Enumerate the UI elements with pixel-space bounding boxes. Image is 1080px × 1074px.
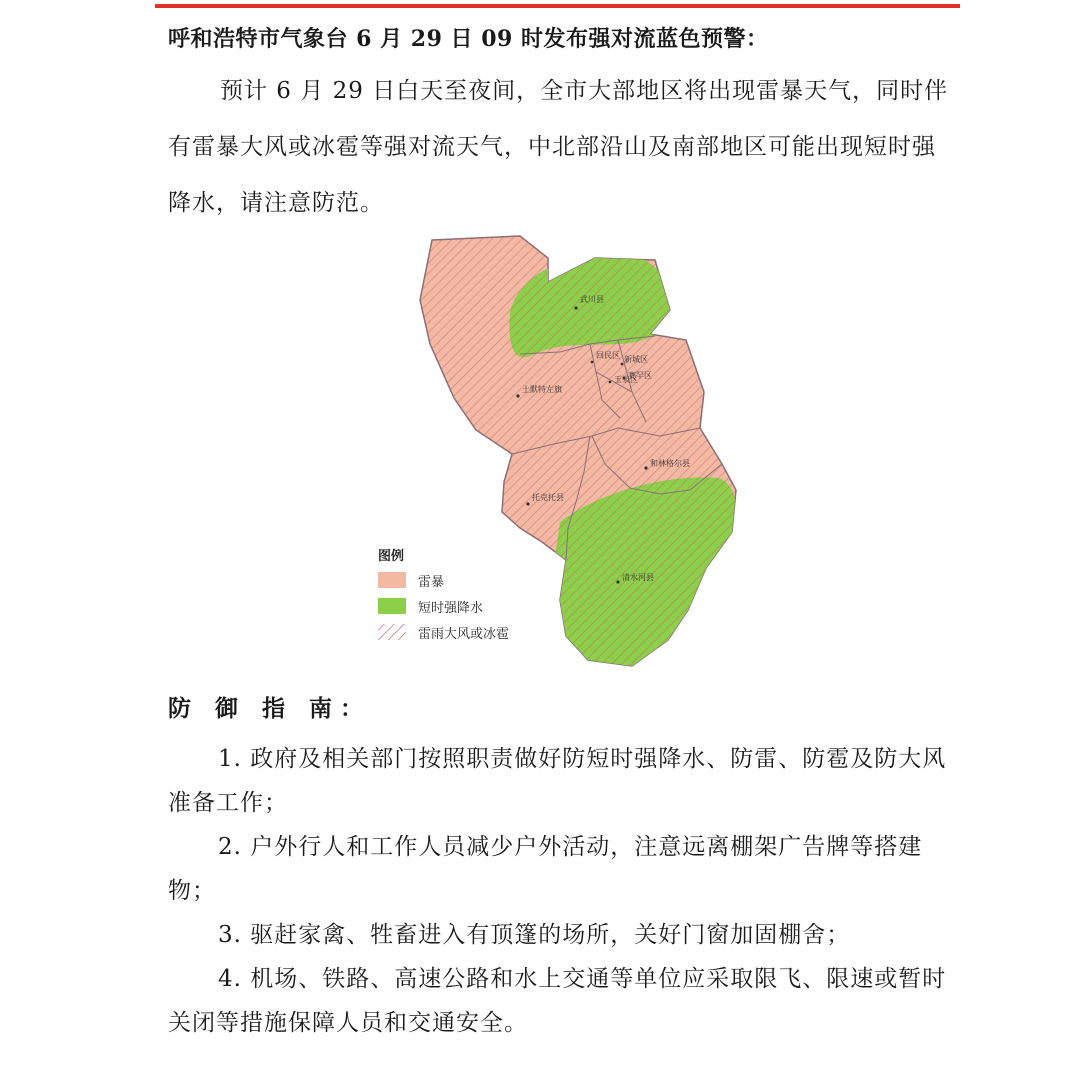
place-label: 土默特左旗: [522, 385, 562, 394]
place-label: 托克托县: [532, 493, 564, 502]
warning-heading: 呼和浩特市气象台 6 月 29 日 09 时发布强对流蓝色预警：: [168, 26, 769, 52]
forecast-paragraph: 预计 6 月 29 日白天至夜间，全市大部地区将出现雷暴天气，同时伴有雷暴大风或冰雹等强对流天气，中北部沿山及南部地区可能出现短时强降水，请注意防范。: [168, 78, 949, 216]
place-label: 新城区: [624, 355, 648, 364]
place-label: 清水河县: [622, 573, 654, 582]
warning-map: [370, 232, 750, 672]
legend-title: 图例: [378, 549, 405, 564]
defense-guide-title: 防 御 指 南：: [168, 695, 372, 722]
legend-swatch-hail: [378, 624, 406, 640]
place-label: 赛罕区: [628, 371, 652, 380]
guide-item: 1. 政府及相关部门按照职责做好防短时强降水、防雷、防雹及防大风准备工作；: [168, 746, 947, 816]
place-label: 回民区: [596, 351, 620, 360]
header-red-rule: [155, 4, 960, 8]
map-legend: [378, 548, 509, 642]
guide-item: 2. 户外行人和工作人员减少户外活动，注意远离棚架广告牌等搭建物；: [168, 834, 923, 904]
legend-label-rain: 短时强降水: [418, 601, 484, 616]
defense-guide-list: [168, 737, 958, 1045]
guide-item: 4. 机场、铁路、高速公路和水上交通等单位应采取限飞、限速或暂时关闭等措施保障人员和交通安全。: [168, 966, 947, 1036]
legend-label-hail: 雷雨大风或冰雹: [418, 627, 510, 642]
guide-item: 3. 驱赶家禽、牲畜进入有顶篷的场所，关好门窗加固棚舍；: [218, 922, 851, 948]
place-label: 武川县: [580, 295, 604, 304]
warning-map-svg: [370, 232, 750, 672]
legend-swatch-rain: [378, 598, 406, 614]
legend-label-thunder: 雷暴: [418, 575, 445, 590]
place-label: 和林格尔县: [650, 459, 690, 468]
place-label: 玉泉区: [614, 375, 638, 384]
legend-swatch-thunder: [378, 572, 406, 588]
